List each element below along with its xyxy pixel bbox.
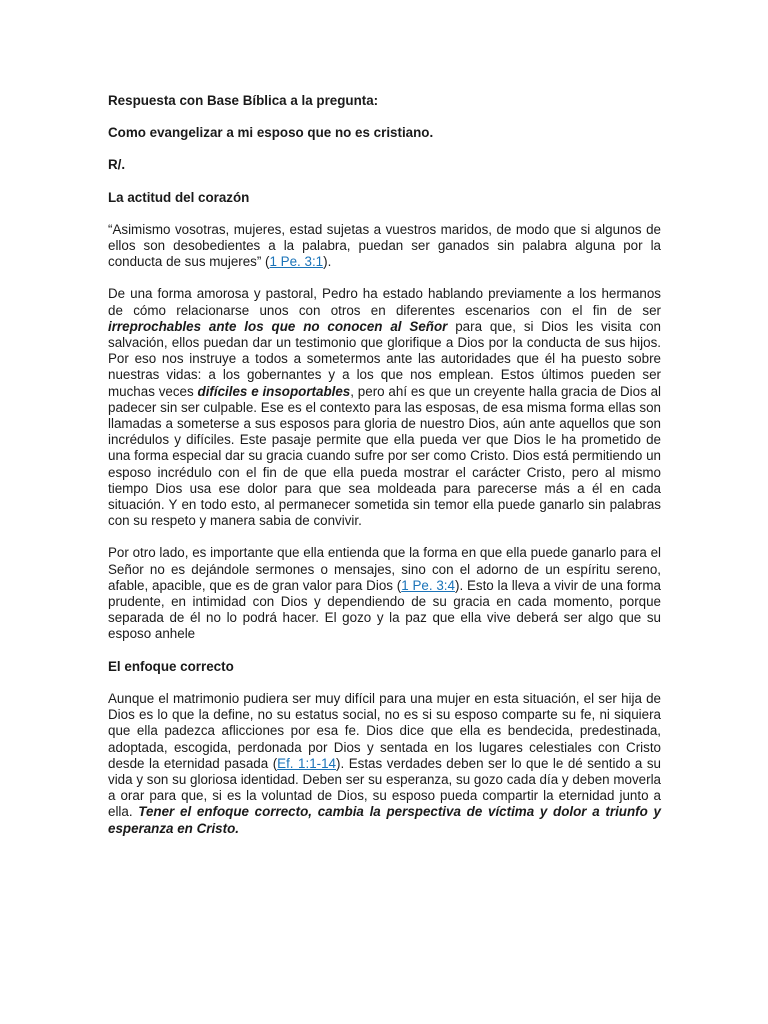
body-paragraph-ganarlo (108, 545, 661, 642)
body-paragraph-enfoque (108, 691, 661, 837)
question-heading: Como evangelizar a mi esposo que no es cristiano. (108, 125, 434, 141)
quote-text: “Asimismo vosotras, mujeres, estad sujetas a vuestros maridos, de modo que si algunos de ellos son desobedientes a la palabra, puedan ser ganados sin palabra alguna por la conducta de sus mujeres” ( (108, 221, 661, 270)
paragraph-text: Aunque el matrimonio pudiera ser muy difícil para una mujer en esta situación, el ser hija de Dios es lo que la define, no su estatus social, no es si su esposo comparte su fe, ni siquiera que ella padezca aflicciones por esa fe. Dios dice que ella es bendecida, predestinada, adoptada, escogida, perdonada por Dios y sentada en los lugares celestiales con Cristo desde la eternidad pasada ( (108, 690, 661, 771)
section-title-actitud: La actitud del corazón (108, 189, 250, 205)
scripture-link-ef-1-1-14[interactable]: Ef. 1:1-14 (277, 755, 337, 771)
paragraph-text: ). Esto la lleva a vivir de una forma prudente, en intimidad con Dios y dependiendo de su gracia en cada momento, porque separada de él no lo podrá hacer. El gozo y la paz que ella vive deberá ser algo que su esposo anhele (108, 577, 661, 642)
paragraph-text: ). Estas verdades deben ser lo que le dé sentido a su vida y son su gloriosa identidad. Deben ser su esperanza, su gozo cada día y deben moverla a orar para que, si es la voluntad de Dios, su esposo pueda compartir la eternidad junto a ella. (108, 755, 661, 820)
body-paragraph-context (108, 286, 661, 529)
scripture-link-1pe-3-4[interactable]: 1 Pe. 3:4 (401, 577, 455, 593)
paragraph-text: , pero ahí es que un creyente halla gracia de Dios al padecer sin ser culpable. Ese es el contexto para las esposas, de esa misma forma ellas son llamadas a someterse a sus esposos para gloria de nuestro Dios, aún ante aquellos que son incrédulos y difíciles. Este pasaje permite que ella pueda ver que Dios le ha prometido de una forma especial dar su gracia cuando sufre por ser como Cristo. Dios está permitiendo un esposo incrédulo con el fin de que ella pueda mostrar el carácter Cristo, pero al mismo tiempo Dios usa ese dolor para que sea moldeada para parecerse más a él en cada situación. Y en todo esto, al permanecer sometida sin temor ella puede ganarlo sin palabras con su respeto y manera sabia de convivir. (108, 383, 661, 529)
paragraph-text: Por otro lado, es importante que ella entienda que la forma en que ella puede ganarlo para el Señor no es dejándole sermones o mensajes, sino con el adorno de un espíritu sereno, afable, apacible, que es de gran valor para Dios ( (108, 545, 661, 593)
paragraph-text: De una forma amorosa y pastoral, Pedro ha estado hablando previamente a los hermanos de cómo relacionarse unos con otros en diferentes escenarios con el fin de ser (108, 286, 661, 318)
bible-quote-paragraph (108, 222, 661, 271)
paragraph-text: para que, si Dios les visita con salvación, ellos puedan dar un testimonio que glorifique a Dios por la conducta de sus hijos. Por eso nos instruye a todos a sometermos ante las autoridades que él ha puesto sobre nuestras vidas: a los gobernantes y a los que nos emplean. Estos últimos pueden ser muchas veces (108, 318, 661, 399)
answer-marker: R/. (108, 157, 126, 173)
scripture-link-1pe-3-1[interactable]: 1 Pe. 3:1 (269, 254, 324, 270)
document-heading: Respuesta con Base Bíblica a la pregunta: (108, 93, 379, 108)
emphasis-dificiles: difíciles e insoportables (197, 383, 351, 399)
section-title-enfoque: El enfoque correcto (108, 658, 234, 674)
emphasis-conclusion: Tener el enfoque correcto, cambia la perspectiva de víctima y dolor a triunfo y esperanza en Cristo. (108, 804, 661, 836)
emphasis-irreprochables: irreprochables ante los que no conocen al Señor (108, 318, 448, 334)
quote-closing: ). (323, 254, 332, 270)
